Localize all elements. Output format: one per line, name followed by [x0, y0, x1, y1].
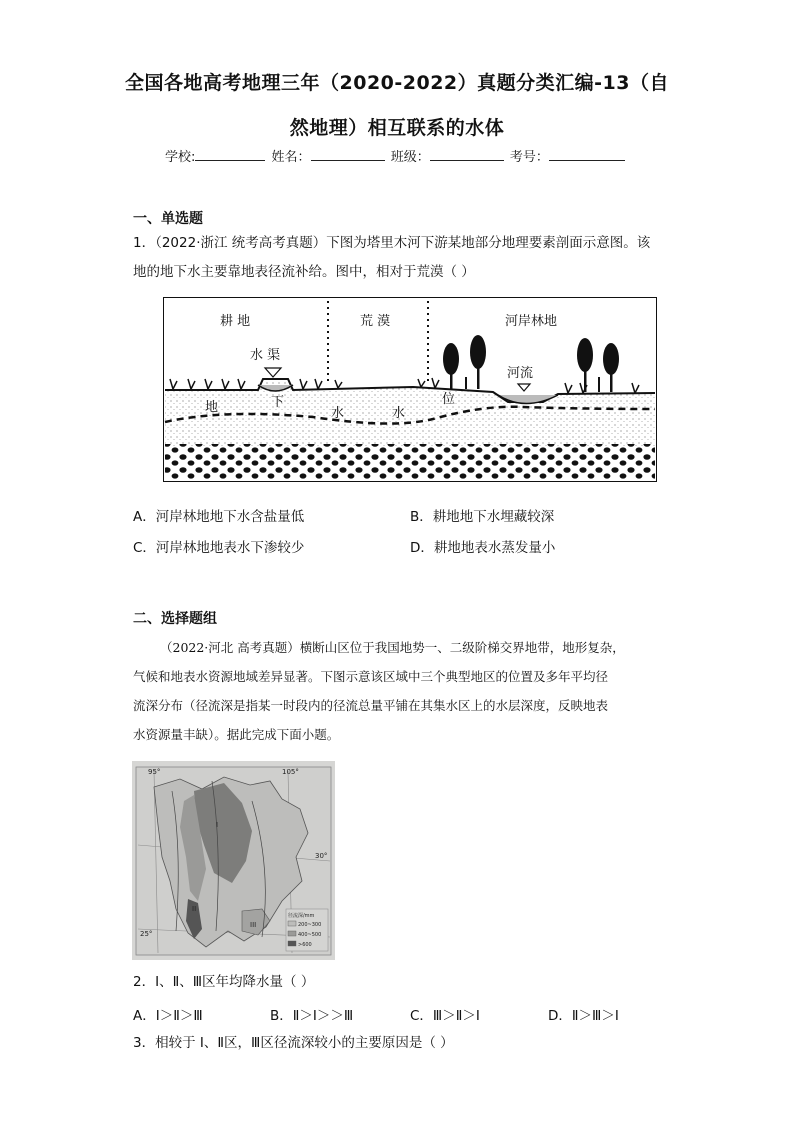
gravel-layer — [165, 444, 655, 480]
student-info-line — [165, 146, 627, 165]
label-shui1: 水 — [331, 406, 345, 421]
q1-stem-line1: 1．（2022·浙江 统考高考真题）下图为塔里木河下游某地部分地理要素剖面示意图。该 — [133, 235, 651, 251]
label-riparian: 河岸林地 — [505, 314, 558, 329]
school-label: 学校: — [165, 150, 196, 165]
label-river: 河流 — [507, 366, 534, 381]
label-desert: 荒 漠 — [360, 314, 391, 329]
label-di: 地 — [205, 400, 219, 415]
q2-option-b[interactable]: B．Ⅱ＞I＞＞Ⅲ — [270, 1008, 354, 1024]
map-lon1: 95° — [148, 768, 161, 776]
q1-option-c[interactable]: C．河岸林地地表水下渗较少 — [133, 540, 305, 556]
passage-line4: 水资源量丰缺）。据此完成下面小题。 — [133, 727, 340, 742]
name-blank[interactable] — [311, 148, 385, 161]
label-shui2: 水 — [392, 406, 406, 421]
label-wei: 位 — [442, 392, 456, 407]
passage-line3: 流深分布（径流深是指某一时段内的径流总量平铺在其集水区上的水层深度，反映地表 — [133, 698, 609, 713]
number-label: 考号： — [509, 150, 549, 165]
school-blank[interactable] — [195, 148, 265, 161]
map-legend — [286, 909, 328, 951]
page-title-line1: 全国各地高考地理三年（2020-2022）真题分类汇编-13（自 — [125, 72, 669, 94]
passage-line2: 气候和地表水资源地域差异显著。下图示意该区域中三个典型地区的位置及多年平均径 — [133, 669, 609, 684]
class-label: 班级： — [390, 150, 430, 165]
cross-section-figure — [163, 297, 657, 482]
page-title-line2: 然地理）相互联系的水体 — [289, 117, 505, 139]
label-farmland: 耕 地 — [220, 314, 251, 329]
map-lat2: 25° — [140, 930, 153, 938]
legend-item-3: >600 — [298, 942, 312, 948]
hengduan-map-figure — [132, 761, 335, 960]
legend-title: 径流深/mm — [288, 913, 315, 919]
q2-option-c[interactable]: C．Ⅲ＞Ⅱ＞I — [410, 1008, 480, 1024]
number-blank[interactable] — [549, 148, 625, 161]
label-canal: 水 渠 — [250, 348, 281, 363]
q1-option-a[interactable]: A．河岸林地地下水含盐量低 — [133, 509, 305, 525]
map-region3: III — [250, 921, 257, 929]
section-heading-question-group: 二、选择题组 — [133, 611, 217, 627]
passage-line1: （2022·河北 高考真题）横断山区位于我国地势一、二级阶梯交界地带，地形复杂， — [160, 640, 625, 655]
legend-item-2: 400~500 — [298, 932, 322, 938]
map-lon2: 105° — [282, 768, 299, 776]
q1-stem-line2: 地的地下水主要靠地表径流补给。图中，相对于荒漠（ ） — [133, 264, 475, 280]
class-blank[interactable] — [430, 148, 504, 161]
q2-option-a[interactable]: A．I＞Ⅱ＞Ⅲ — [133, 1008, 203, 1024]
name-label: 姓名： — [271, 150, 311, 165]
q2-stem: 2．Ⅰ、Ⅱ、Ⅲ区年均降水量（ ） — [133, 974, 315, 990]
q2-option-d[interactable]: D．Ⅱ＞Ⅲ＞I — [548, 1008, 619, 1024]
map-region1: I — [216, 821, 219, 829]
section-heading-single-choice: 一、单选题 — [133, 211, 203, 227]
q3-stem: 3．相较于 I、Ⅱ区，Ⅲ区径流深较小的主要原因是（ ） — [133, 1035, 454, 1051]
label-xia: 下 — [271, 395, 285, 410]
map-region2: II — [192, 905, 197, 913]
q1-option-b[interactable]: B．耕地地下水埋藏较深 — [410, 509, 555, 525]
legend-item-1: 200~300 — [298, 922, 322, 928]
q1-option-d[interactable]: D．耕地地表水蒸发量小 — [410, 540, 556, 556]
map-lat1: 30° — [315, 852, 328, 860]
